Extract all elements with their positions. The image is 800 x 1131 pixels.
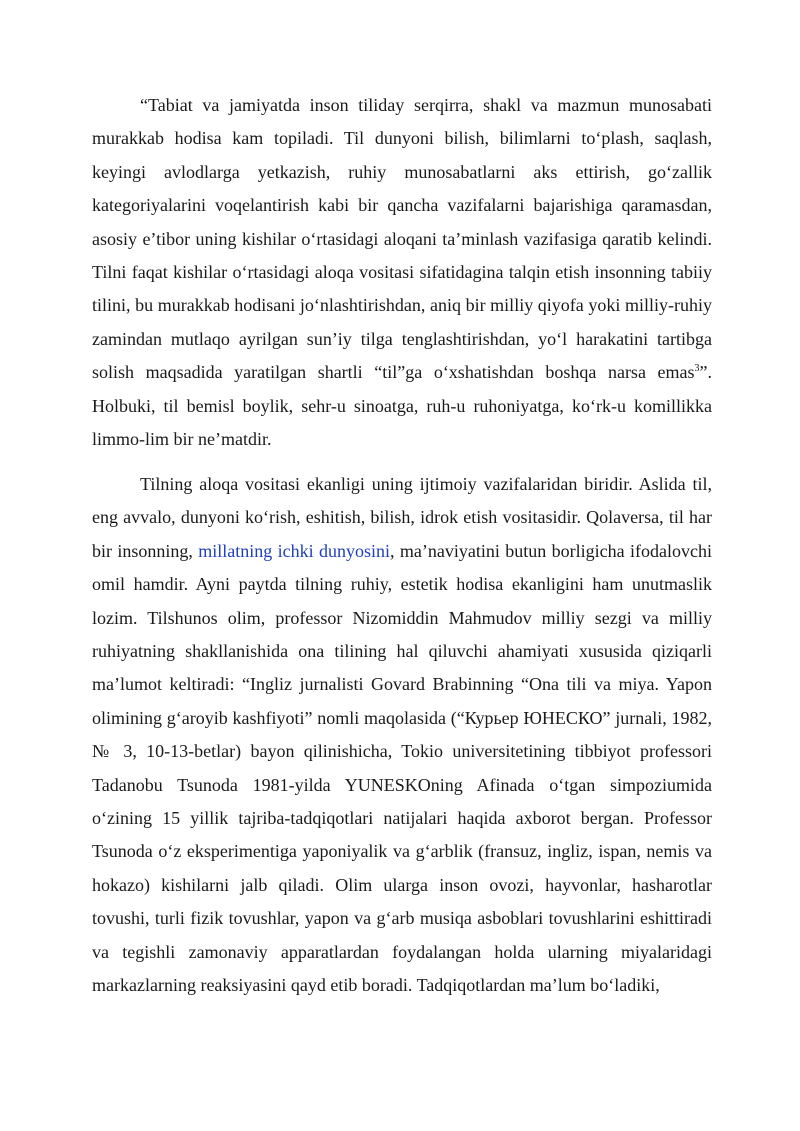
inline-link[interactable]: millatning ichki dunyosini	[198, 540, 391, 561]
quote-text-end: ”. Holbuki, til bemisl boylik, sehr-u sinoatga, ruh-u ruhoniyatga, ko‘rk-u komillikka limmo-lim bir ne’matdir.	[92, 362, 712, 450]
body-text-start: Tilning aloqa vositasi ekanligi uning ijtimoiy vazifalaridan biridir. Aslida til, eng avvalo, dunyoni ko‘rish, eshitish, bilish, idrok etish vositasidir. Qolaversa, til har bir insonning,	[92, 474, 712, 561]
body-text-rest: , ma’naviyatini butun borligicha ifodalovchi omil hamdir. Ayni paytda tilning ruhiy, estetik hodisa ekanligini ham unutmaslik lozim. Tilshunos olim, professor Nizomiddin Mahmudov milliy sezgi va milliy ruhiyatning shakllanishida ona tilining hal qiluvchi ahamiyati xususida qiziqarli ma’lumot keltiradi: “Ingliz jurnalisti Govard Brabinning “Ona tili va miya. Yapon olimining g‘aroyib kashfiyoti” nomli maqolasida (“Курьер ЮНЕСКО” jurnali, 1982, № 3, 10-13-betlar) bayon qilinishicha, Tokio universitetining tibbiyot professori Tadanobu Tsunoda 1981-yilda YUNESKOning Afinada o‘tgan simpoziumida o‘zining 15 yillik tajriba-tadqiqotlari natijalari haqida axborot bergan. Professor Tsunoda o‘z eksperimentiga yaponiyalik va g‘arblik (fransuz, ingliz, ispan, nemis va hokazo) kishilarni jalb qiladi. Olim ularga inson ovozi, hayvonlar, hasharotlar tovushi, turli fizik tovushlar, yapon va g‘arb musiqa asboblari tovushlarini eshittiradi va tegishli zamonaviy apparatlardan foydalangan holda ularning miyalaridagi markazlarning reaksiyasini qayd etib boradi. Tadqiqotlardan ma’lum bo‘ladiki,	[92, 540, 712, 996]
quote-paragraph	[92, 89, 712, 456]
quote-paragraph-block	[92, 89, 712, 456]
quote-text: “Tabiat va jamiyatda inson tiliday serqirra, shakl va mazmun munosabati murakkab hodisa kam topiladi. Til dunyoni bilish, bilimlarni to‘plash, saqlash, keyingi avlodlarga yetkazish, ruhiy munosabatlarni aks ettirish, go‘zallik kategoriyalarini voqelantirish kabi bir qancha vazifalarni bajarishiga qaramasdan, asosiy e’tibor uning kishilar o‘rtasidagi aloqani ta’minlash vazifasiga qaratib kelindi. Tilni faqat kishilar o‘rtasidagi aloqa vositasi sifatidagina talqin etish insonning tabiiy tilini, bu murakkab hodisani jo‘nlashtirishdan, aniq bir milliy qiyofa yoki milliy-ruhiy zamindan mutlaqo ayrilgan sun’iy tilga tenglashtirishdan, yo‘l harakatini tartibga solish maqsadida yaratilgan shartli “til”ga o‘xshatishdan boshqa narsa emas	[92, 95, 712, 383]
body-paragraph-block	[92, 468, 712, 1003]
footnote-reference[interactable]: 3	[694, 363, 700, 375]
body-paragraph	[92, 468, 712, 1003]
